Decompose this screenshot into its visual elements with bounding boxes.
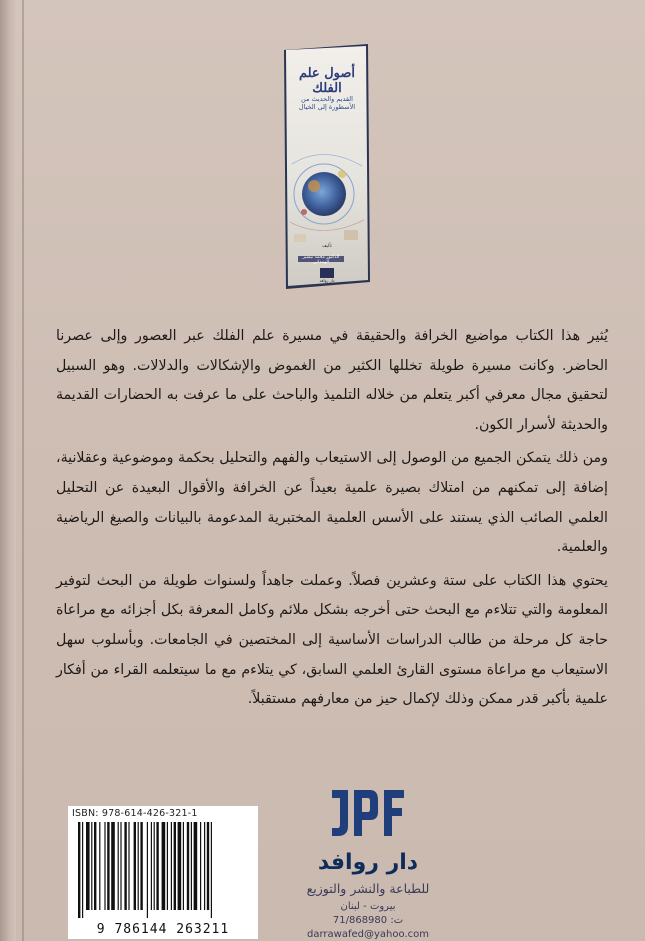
spine-crease (22, 0, 24, 941)
barcode-bar (154, 822, 155, 910)
spine-edge (0, 0, 16, 941)
barcode-bar (171, 822, 172, 910)
thumbnail-title: أصول علم الفلك (298, 66, 356, 96)
publisher-phone: ت: 71/868980 (332, 915, 404, 926)
thumbnail-subtitle: القديم والحديث من الأسطورة إلى الخيال (298, 95, 356, 111)
barcode-bar (82, 822, 83, 918)
barcode-bar (207, 822, 209, 910)
barcode-bar (78, 822, 80, 918)
barcode-bar (104, 822, 105, 910)
barcode-bar (191, 822, 192, 910)
barcode-bar (107, 822, 109, 910)
publisher-email: darrawafed@yahoo.com (307, 929, 429, 940)
publisher-city: بيروت - لبنان (340, 901, 396, 912)
publisher-name: دار روافد (317, 850, 419, 875)
barcode-bar (111, 822, 115, 910)
barcode-bar (178, 822, 182, 910)
barcode-bar (138, 822, 139, 910)
barcode-bar (124, 822, 126, 910)
thumbnail-author-label: تأليف (321, 244, 332, 249)
barcode-bar (183, 822, 184, 910)
barcode-bar (204, 822, 205, 910)
barcode-bar (134, 822, 136, 910)
barcode-bar (147, 822, 148, 918)
barcode-bar (140, 822, 142, 910)
barcode-bar (120, 822, 121, 910)
barcode-bar (167, 822, 168, 910)
barcode-bar (91, 822, 92, 910)
barcode-bar (194, 822, 198, 910)
barcode-bar (187, 822, 189, 910)
book-description (56, 322, 608, 719)
barcode-bar (151, 822, 152, 910)
barcode-bar (128, 822, 129, 910)
barcode-bar (200, 822, 201, 910)
isbn-barcode (68, 806, 258, 939)
description-paragraph-1: يُثير هذا الكتاب مواضيع الخرافة والحقيقة في مسيرة علم الفلك عبر العصور وإلى عصرنا الحاضر. وكانت مسيرة طويلة تخللها الكثير من الغموض والإشكالات والدلالات. وهو السبيل لتحقيق مجال معرفي أكبر يتعلم من خلاله التلميذ والباحث على ما عرفت به الحضارات القديمة والحديثة لأسرار الكون. (56, 328, 608, 433)
barcode-digits: 9 786144 263211 (96, 922, 230, 937)
barcode-bar (162, 822, 166, 910)
barcode-bar (86, 822, 90, 910)
book-thumbnail (284, 44, 370, 289)
description-paragraph-3: يحتوي هذا الكتاب على ستة وعشرين فصلاً. وعملت جاهداً ولسنوات طويلة من البحث لتوفير المعلومة والتي تتلاءم مع البحث حتى أخرجه بشكل ملائم وكامل المعرفة بكل أجزائه مع مراعاة حاجة كل مرحلة من طالب الدراسات الأساسية إلى المختصين في الجامعات. وبأسلوب سهل الاستيعاب مع مراعاة مستوى القارئ العلمي السابق، كي يتلاءم مع ما سيتعلمه القراء من أفكار علمية بأكبر قدر ممكن وذلك لإكمال حيز من معارفهم مستقبلاً. (56, 572, 608, 708)
barcode-bars (74, 822, 252, 918)
barcode-bar (156, 822, 158, 910)
publisher-logo-icon (326, 782, 410, 844)
description-paragraph-2: ومن ذلك يتمكن الجميع من الوصول إلى الاستيعاب والفهم والتحليل بحكمة وموضوعية وعقلانية، إضافة إلى تمكنهم من امتلاك بصيرة علمية بعيداً عن الخرافة والأقوال البعيدة عن التحليل العلمي الصائب الذي يستند على الأسس العلمية المختبرية المدعومة بالبيانات والصيغ الرياضية والعلمية. (56, 450, 608, 556)
publisher-subtitle: للطباعة والنشر والتوزيع (306, 881, 430, 896)
barcode-bar (174, 822, 176, 910)
barcode-bar (118, 822, 119, 910)
barcode-bar (211, 822, 212, 918)
barcode-bar (99, 822, 100, 910)
barcode-bar (94, 822, 96, 910)
isbn-label: ISBN: 978-614-426-321-1 (72, 808, 198, 819)
thumbnail-author: الدكتور محمد تيسير الهمداني (302, 255, 340, 265)
thumbnail-publisher: دار روافد (319, 278, 335, 283)
